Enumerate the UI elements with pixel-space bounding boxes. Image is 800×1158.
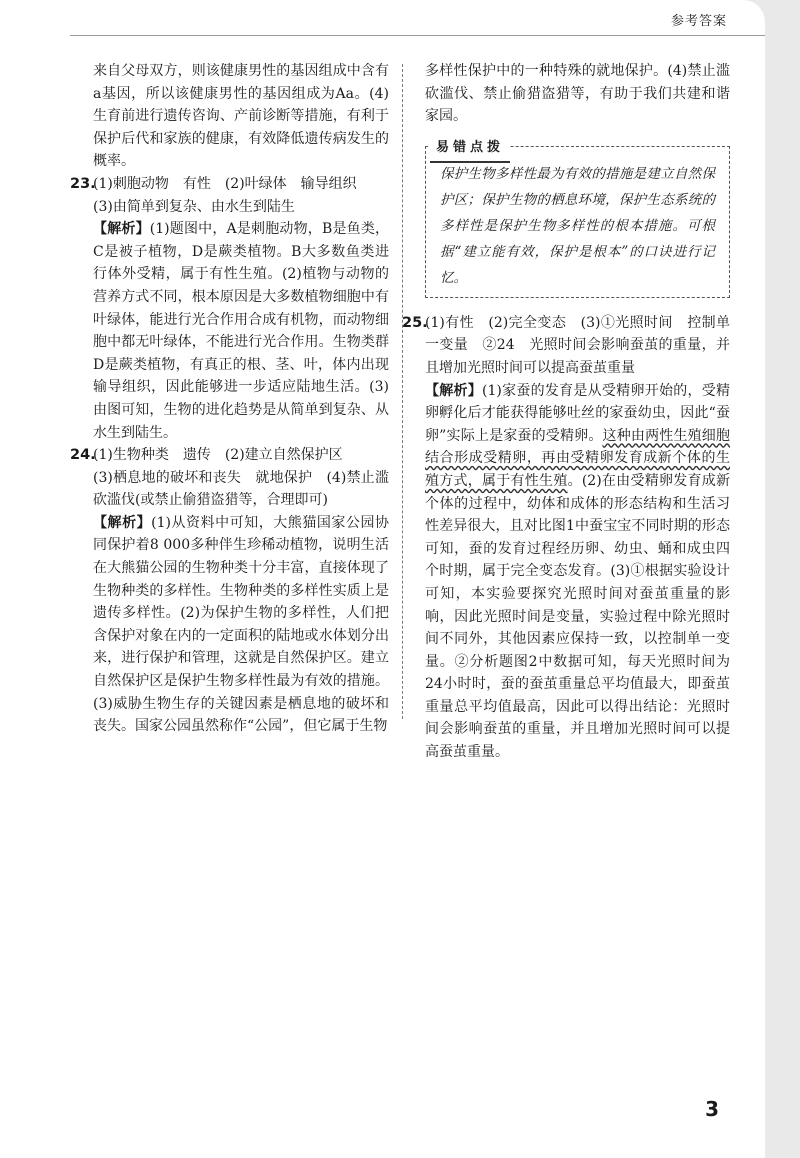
q25-solution <box>425 380 730 764</box>
left-column <box>70 60 390 738</box>
q24-continuation: 多样性保护中的一种特殊的就地保护。(4)禁止滥砍滥伐、禁止偷猎盗猎等，有助于我们共建和谐家园。 <box>425 63 730 125</box>
header-rule <box>70 35 765 36</box>
error-tip-box <box>425 139 730 298</box>
solution-label: 【解析】 <box>93 514 152 531</box>
solution-text: (1)题图中，A是刺胞动物，B是鱼类，C是被子植物，D是蕨类植物。B大多数鱼类进行体外受精，属于有性生殖。(2)植物与动物的营养方式不同，根本原因是大多数植物细胞中有叶绿体，能进行光合作用合成有机物，而动物细胞中都无叶绿体，不能进行光合作用。生物类群D是蕨类植物，有真正的根、茎、叶，体内出现输导组织，因此能够进一步适应陆地生活。(3)由图可知，生物的进化趋势是从简单到复杂、从水生到陆生。 <box>93 221 390 441</box>
question-25 <box>402 312 730 764</box>
tip-text: 保护生物多样性最为有效的措施是建立自然保护区；保护生物的栖息环境，保护生态系统的多样性是保护生物多样性的根本措施。可根据“建立能有效，保护是根本”的口诀进行记忆。 <box>440 165 715 286</box>
q25-answer: (1)有性 (2)完全变态 (3)①光照时间 控制单一变量 ②24 光照时间会影响蚕茧的重量，并且增加光照时间可以提高蚕茧重量 <box>425 314 730 376</box>
q23-answer-line1: (1)刺胞动物 有性 (2)叶绿体 输导组织 <box>93 175 357 192</box>
q22-continuation: 来自父母双方，则该健康男性的基因组成中含有a基因，所以该健康男性的基因组成为Aa。(4)生育前进行遗传咨询、产前诊断等措施，有利于保护后代和家族的健康，有效降低遗传病发生的概率。 <box>93 63 389 170</box>
question-number: 23. <box>70 175 96 192</box>
page-header-title: 参考答案 <box>670 14 727 29</box>
tip-title-text: 易错点拨 <box>436 139 505 155</box>
solution-text-a: (1)家蚕的发育是从受精卵开始的，受精卵孵化后才能获得能够吐丝的家蚕幼虫，因此“蚕卵”实际上是家蚕的受精卵。 <box>425 382 730 444</box>
solution-label: 【解析】 <box>425 382 483 399</box>
solution-text-emphasis: 这种由两性生殖细胞结合形成受精卵，再由受精卵发育成新个体的生殖方式，属于有性生殖 <box>425 427 730 489</box>
solution-text-b: 。(2)在由受精卵发育成新个体的过程中，幼体和成体的形态结构和生活习性差异很大，且对比图1中蚕宝宝不同时期的形态可知，蚕的发育过程经历卵、幼虫、蛹和成虫四个时期，属于完全变态发育。(3)①根据实验设计可知，本实验要探究光照时间对蚕茧重量的影响，因此光照时间是变量，实验过程中除光照时间不同外，其他因素应保持一致，以控制单一变量。②分析题图2中数据可知，每天光照时间为24小时时，蚕的蚕茧重量总平均值最大，即蚕茧重量总平均值最高，因此可以得出结论：光照时间会影响蚕茧的重量，并且增加光照时间可以提高蚕茧重量。 <box>425 472 730 761</box>
tip-title <box>430 135 510 163</box>
question-24 <box>70 444 389 738</box>
q24-answer-line1: (1)生物种类 遗传 (2)建立自然保护区 <box>93 447 343 464</box>
question-number: 24. <box>70 447 96 464</box>
right-column <box>402 60 730 764</box>
q23-solution <box>93 218 389 444</box>
solution-label: 【解析】 <box>93 221 150 238</box>
q23-answer-line2: (3)由简单到复杂、由水生到陆生 <box>93 198 295 215</box>
q24-answer-line2: (3)栖息地的破坏和丧失 就地保护 (4)禁止滥砍滥伐(或禁止偷猎盗猎等，合理即可) <box>93 469 389 509</box>
question-number: 25. <box>402 314 428 331</box>
page-number: 3 <box>705 1097 719 1121</box>
column-divider <box>402 64 403 719</box>
question-23 <box>70 173 390 444</box>
q24-solution <box>93 512 389 738</box>
solution-text: (1)从资料中可知，大熊猫国家公园协同保护着8 000多种伴生珍稀动植物，说明生活在大熊猫公园的生物种类十分丰富，直接体现了生物种类的多样性。生物种类的多样性实质上是遗传多样性。(2)为保护生物的多样性，人们把含保护对象在内的一定面积的陆地或水体划分出来，进行保护和管理，这就是自然保护区。建立自然保护区是保护生物多样性最为有效的措施。(3)威胁生物生存的关键因素是栖息地的破坏和丧失。国家公园虽然称作“公园”，但它属于生物 <box>93 514 389 735</box>
